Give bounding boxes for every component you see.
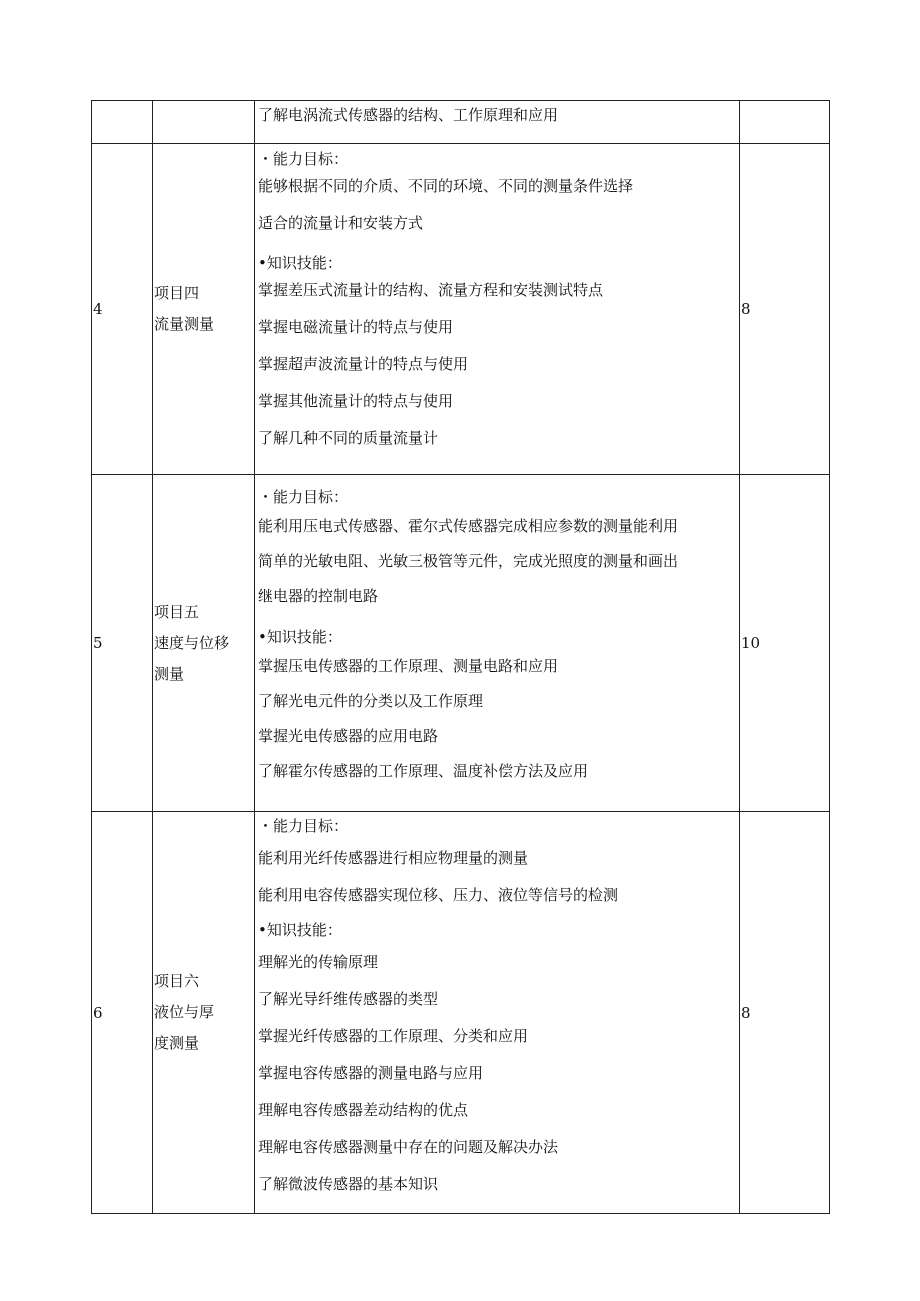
ability-heading: ・能力目标：	[258, 488, 349, 506]
knowledge-item: 掌握电容传感器的测量电路与应用	[258, 1064, 484, 1082]
project-title: 项目五	[154, 602, 200, 621]
ability-heading: ・能力目标：	[258, 150, 349, 168]
knowledge-item: 了解电涡流式传感器的结构、工作原理和应用	[258, 106, 559, 124]
knowledge-item: 了解几种不同的质量流量计	[258, 429, 439, 447]
project-title: 项目六	[154, 972, 200, 990]
hours-cell: 10	[740, 475, 830, 812]
project-cell	[153, 812, 255, 1214]
project-title: 项目四	[154, 284, 200, 302]
table-row	[92, 101, 830, 144]
content-cell	[255, 144, 740, 475]
hours-cell	[740, 101, 830, 144]
content-cell	[255, 101, 740, 144]
knowledge-item: 掌握压电传感器的工作原理、测量电路和应用	[258, 657, 559, 675]
project-name: 流量测量	[154, 315, 215, 333]
ability-item: 能利用电容传感器实现位移、压力、液位等信号的检测	[258, 886, 619, 904]
knowledge-item: 掌握光电传感器的应用电路	[258, 727, 439, 745]
course-content-sheet	[91, 100, 829, 1214]
table-row	[92, 144, 830, 475]
ability-item: 能利用光纤传感器进行相应物理量的测量	[258, 849, 529, 867]
project-name: 度测量	[154, 1034, 200, 1052]
content-cell	[255, 475, 740, 812]
knowledge-item: 掌握电磁流量计的特点与使用	[258, 318, 454, 336]
knowledge-item: 掌握其他流量计的特点与使用	[258, 392, 454, 410]
project-name: 液位与厚	[154, 1003, 215, 1021]
table-row	[92, 475, 830, 812]
row-number-cell: 5	[92, 475, 153, 812]
project-cell	[153, 144, 255, 475]
table-row	[92, 812, 830, 1214]
knowledge-item: 理解电容传感器测量中存在的问题及解决办法	[258, 1138, 559, 1156]
knowledge-heading: •知识技能：	[258, 628, 342, 646]
hours-cell: 8	[740, 812, 830, 1214]
project-name: 速度与位移	[154, 633, 230, 652]
knowledge-item: 理解电容传感器差动结构的优点	[258, 1101, 469, 1119]
knowledge-heading: •知识技能：	[258, 921, 342, 939]
ability-item: 能利用压电式传感器、霍尔式传感器完成相应参数的测量能利用	[258, 517, 679, 535]
ability-item: 能够根据不同的介质、不同的环境、不同的测量条件选择	[258, 177, 634, 195]
knowledge-item: 了解微波传感器的基本知识	[258, 1175, 439, 1193]
knowledge-item: 理解光的传输原理	[258, 953, 379, 971]
content-cell	[255, 812, 740, 1214]
knowledge-item: 掌握超声波流量计的特点与使用	[258, 355, 469, 373]
row-number-cell: 6	[92, 812, 153, 1214]
project-cell	[153, 101, 255, 144]
row-number-cell: 4	[92, 144, 153, 475]
ability-item: 适合的流量计和安装方式	[258, 214, 424, 232]
knowledge-item: 了解光电元件的分类以及工作原理	[258, 692, 484, 710]
ability-item: 继电器的控制电路	[258, 587, 379, 605]
project-name: 测量	[154, 664, 185, 683]
knowledge-item: 掌握差压式流量计的结构、流量方程和安装测试特点	[258, 281, 604, 299]
knowledge-item: 了解霍尔传感器的工作原理、温度补偿方法及应用	[258, 762, 589, 780]
hours-cell: 8	[740, 144, 830, 475]
row-number-cell	[92, 101, 153, 144]
course-content-table	[91, 100, 830, 1214]
knowledge-heading: •知识技能：	[258, 254, 342, 272]
project-cell	[153, 475, 255, 812]
knowledge-item: 了解光导纤维传感器的类型	[258, 990, 439, 1008]
knowledge-item: 掌握光纤传感器的工作原理、分类和应用	[258, 1027, 529, 1045]
ability-item: 简单的光敏电阻、光敏三极管等元件，完成光照度的测量和画出	[258, 552, 679, 570]
ability-heading: ・能力目标：	[258, 817, 349, 835]
